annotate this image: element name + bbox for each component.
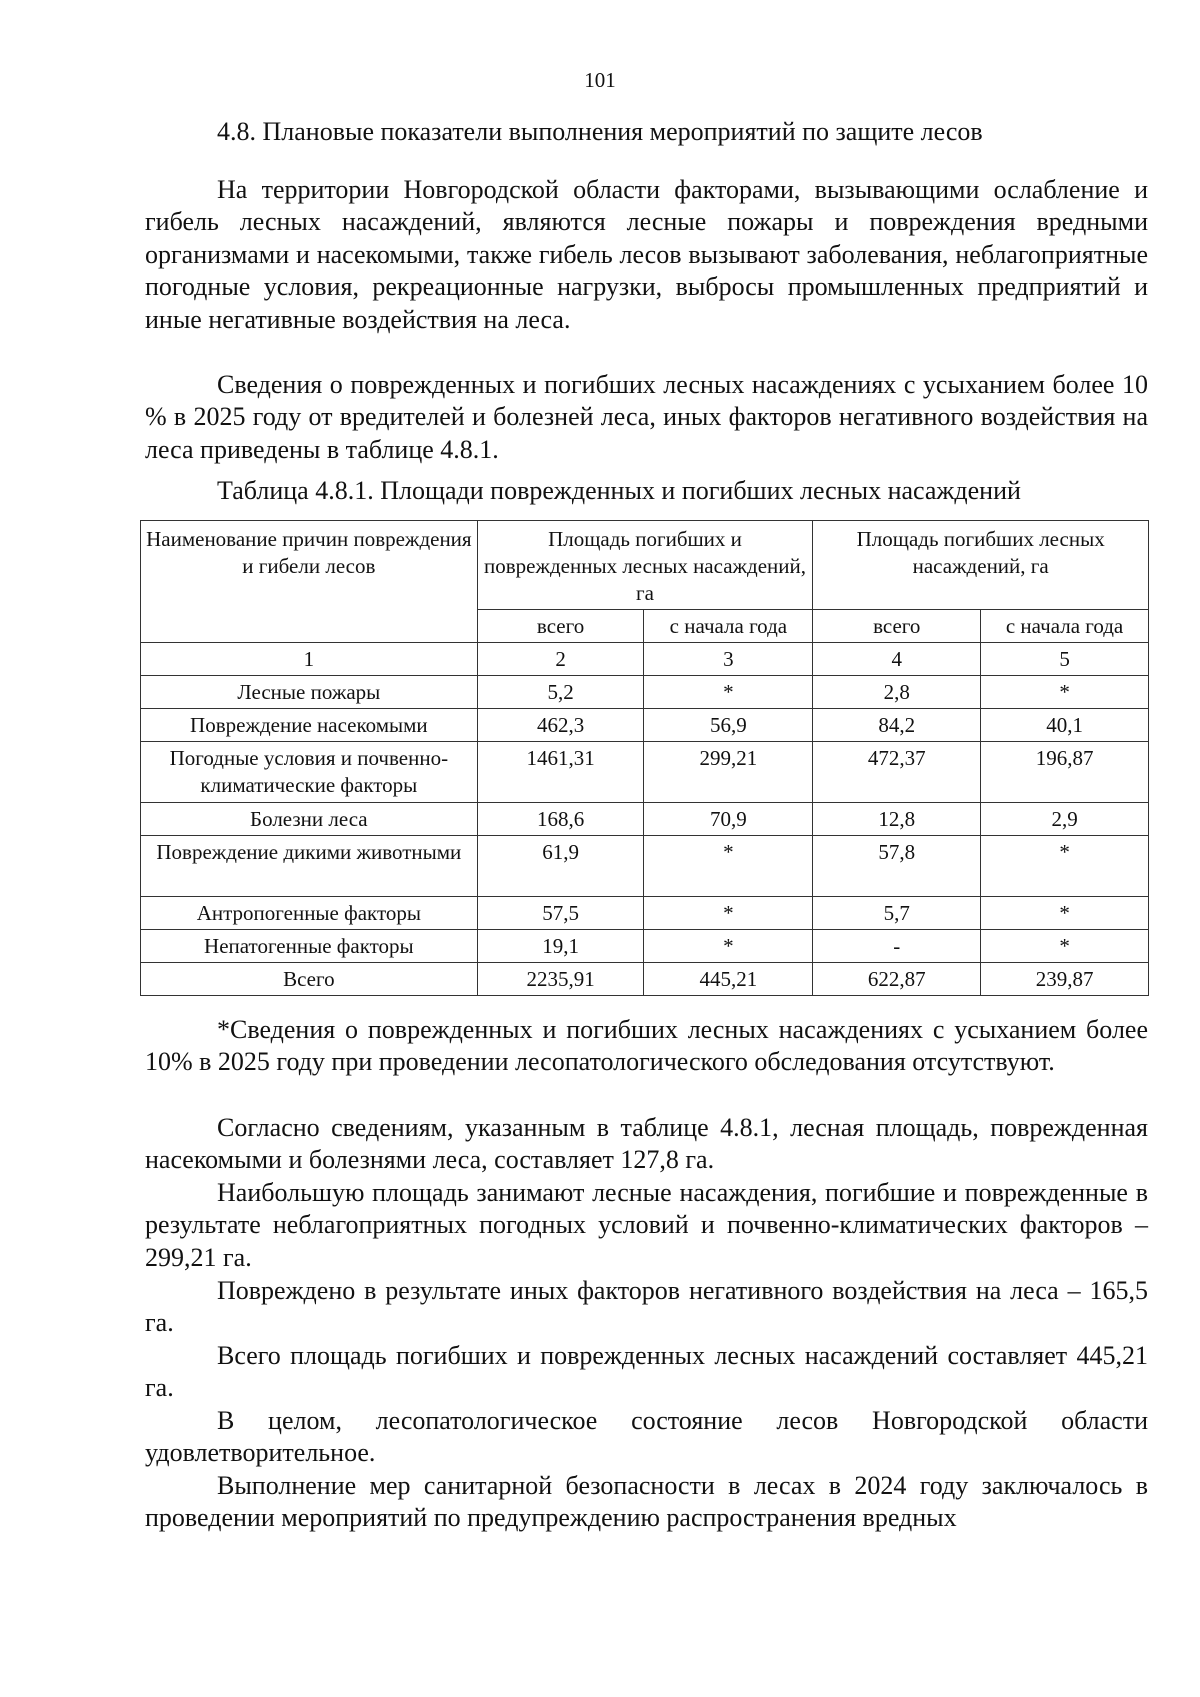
footnote-paragraph: *Сведения о поврежденных и погибших лесных насаждениях с усыханием более 10% в 2025 году при проведении лесопатологического обследования отсутствуют. bbox=[145, 1015, 1148, 1077]
value-cell: 40,1 bbox=[981, 709, 1149, 742]
value-cell: 196,87 bbox=[981, 742, 1149, 803]
value-cell: 299,21 bbox=[644, 742, 813, 803]
header-dead-area: Площадь погибших лесных насаждений, га bbox=[813, 521, 1149, 610]
paragraph: Наибольшую площадь занимают лесные насаждения, погибшие и поврежденные в результате неблагоприятных погодных условий и почвенно-климатических факторов – 299,21 га. bbox=[145, 1178, 1148, 1272]
value-cell: 445,21 bbox=[644, 963, 813, 996]
value-cell: * bbox=[644, 836, 813, 897]
subheader-total: всего bbox=[813, 610, 981, 643]
value-cell: 168,6 bbox=[477, 803, 644, 836]
cause-cell: Непатогенные факторы bbox=[141, 930, 478, 963]
cause-cell: Болезни леса bbox=[141, 803, 478, 836]
paragraph: Согласно сведениям, указанным в таблице 4.8.1, лесная площадь, поврежденная насекомыми и болезнями леса, составляет 127,8 га. bbox=[145, 1113, 1148, 1175]
paragraph: Сведения о поврежденных и погибших лесных насаждениях с усыханием более 10 % в 2025 году от вредителей и болезней леса, иных факторов негативного воздействия на леса приведены в таблице 4.8.1. bbox=[145, 370, 1148, 464]
paragraph: На территории Новгородской области факторами, вызывающими ослабление и гибель лесных насаждений, являются лесные пожары и повреждения вредными организмами и насекомыми, также гибель лесов вызывают заболевания, неблагоприятные погодные условия, рекреационные нагрузки, выбросы промышленных предприятий и иные негативные воздействия на леса. bbox=[145, 175, 1148, 334]
value-cell: 622,87 bbox=[813, 963, 981, 996]
cause-cell: Антропогенные факторы bbox=[141, 897, 478, 930]
cause-cell: Повреждение насекомыми bbox=[141, 709, 478, 742]
column-number: 2 bbox=[477, 643, 644, 676]
cause-cell: Погодные условия и почвенно-климатические факторы bbox=[141, 742, 478, 803]
value-cell: 19,1 bbox=[477, 930, 644, 963]
header-damaged-area: Площадь погибших и поврежденных лесных насаждений, га bbox=[477, 521, 813, 610]
paragraph: Выполнение мер санитарной безопасности в лесах в 2024 году заключалось в проведении мероприятий по предупреждению распространения вредных bbox=[145, 1471, 1148, 1533]
table-row bbox=[141, 742, 1149, 803]
value-cell: * bbox=[644, 897, 813, 930]
damage-area-table bbox=[140, 520, 1149, 996]
column-number: 3 bbox=[644, 643, 813, 676]
value-cell: * bbox=[981, 836, 1149, 897]
value-cell: 462,3 bbox=[477, 709, 644, 742]
subheader-ytd: с начала года bbox=[981, 610, 1149, 643]
section-heading: 4.8. Плановые показатели выполнения мероприятий по защите лесов bbox=[217, 117, 983, 146]
table-row bbox=[141, 836, 1149, 897]
value-cell: 61,9 bbox=[477, 836, 644, 897]
total-row bbox=[141, 963, 1149, 996]
cause-cell: Повреждение дикими животными bbox=[141, 836, 478, 897]
cause-cell: Всего bbox=[141, 963, 478, 996]
table-caption: Таблица 4.8.1. Площади поврежденных и погибших лесных насаждений bbox=[217, 476, 1021, 505]
value-cell: 472,37 bbox=[813, 742, 981, 803]
column-number: 1 bbox=[141, 643, 478, 676]
value-cell: 2,8 bbox=[813, 676, 981, 709]
value-cell: * bbox=[981, 897, 1149, 930]
value-cell: - bbox=[813, 930, 981, 963]
value-cell: * bbox=[644, 930, 813, 963]
value-cell: 5,2 bbox=[477, 676, 644, 709]
paragraph: Повреждено в результате иных факторов негативного воздействия на леса – 165,5 га. bbox=[145, 1276, 1148, 1338]
value-cell: 2,9 bbox=[981, 803, 1149, 836]
value-cell: * bbox=[981, 676, 1149, 709]
subheader-total: всего bbox=[477, 610, 644, 643]
value-cell: 239,87 bbox=[981, 963, 1149, 996]
value-cell: * bbox=[981, 930, 1149, 963]
column-number-row bbox=[141, 643, 1149, 676]
value-cell: 1461,31 bbox=[477, 742, 644, 803]
value-cell: 57,5 bbox=[477, 897, 644, 930]
page-number: 101 bbox=[584, 68, 616, 92]
value-cell: 2235,91 bbox=[477, 963, 644, 996]
value-cell: 84,2 bbox=[813, 709, 981, 742]
column-number: 4 bbox=[813, 643, 981, 676]
value-cell: 56,9 bbox=[644, 709, 813, 742]
value-cell: 57,8 bbox=[813, 836, 981, 897]
value-cell: 5,7 bbox=[813, 897, 981, 930]
table-row bbox=[141, 709, 1149, 742]
paragraph: В целом, лесопатологическое состояние лесов Новгородской области удовлетворительное. bbox=[145, 1406, 1148, 1468]
table-row bbox=[141, 676, 1149, 709]
table-row bbox=[141, 803, 1149, 836]
table-row bbox=[141, 897, 1149, 930]
header-cause: Наименование причин повреждения и гибели лесов bbox=[141, 521, 478, 643]
value-cell: 70,9 bbox=[644, 803, 813, 836]
value-cell: 12,8 bbox=[813, 803, 981, 836]
value-cell: * bbox=[644, 676, 813, 709]
table-row bbox=[141, 930, 1149, 963]
column-number: 5 bbox=[981, 643, 1149, 676]
cause-cell: Лесные пожары bbox=[141, 676, 478, 709]
paragraph: Всего площадь погибших и поврежденных лесных насаждений составляет 445,21 га. bbox=[145, 1341, 1148, 1403]
subheader-ytd: с начала года bbox=[644, 610, 813, 643]
